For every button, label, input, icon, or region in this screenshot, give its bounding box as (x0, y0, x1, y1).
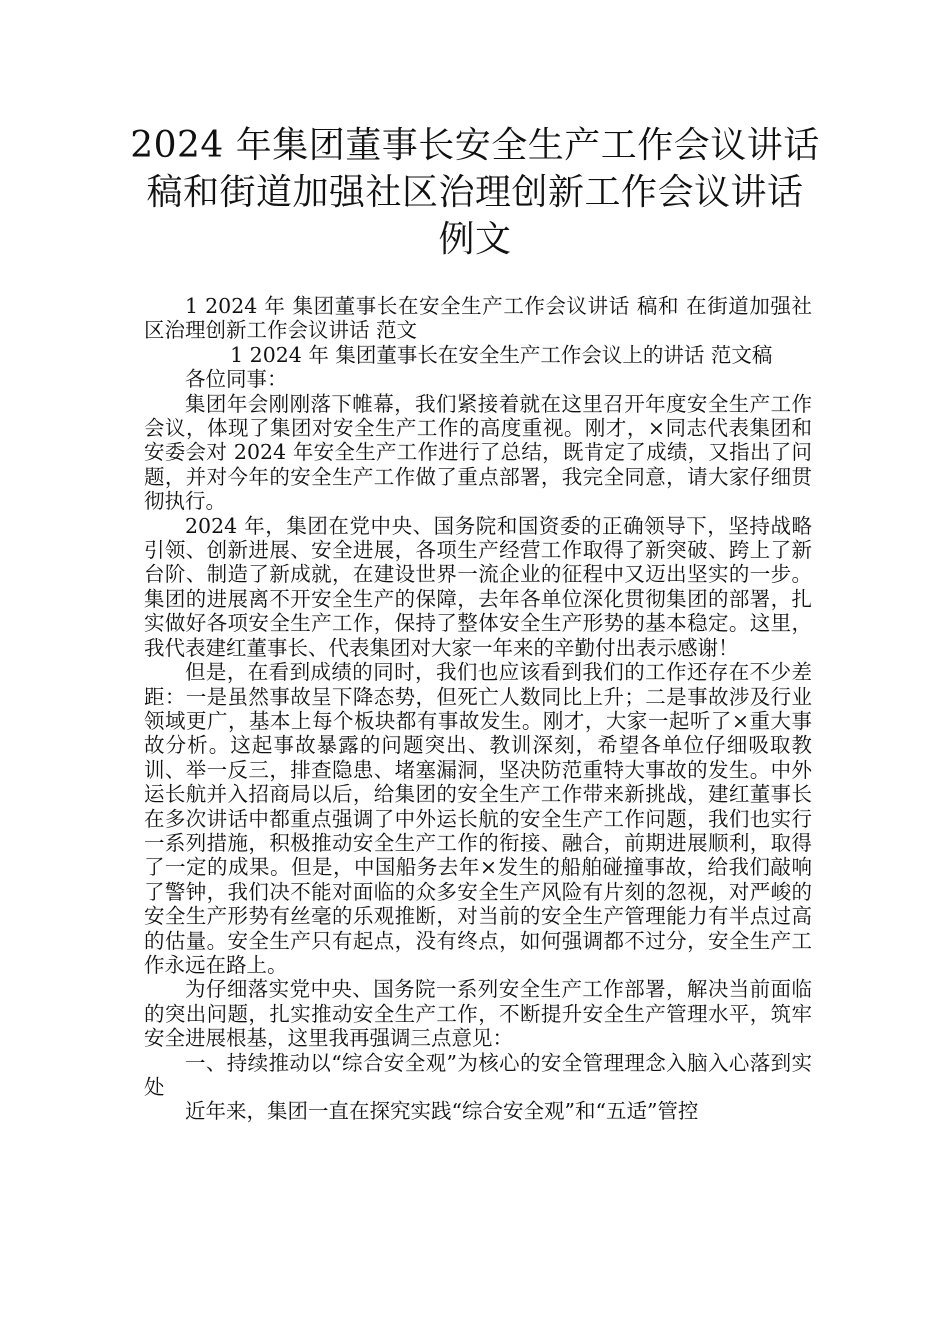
title-line-1: 2024 年集团董事长安全生产工作会议讲话 (130, 125, 820, 166)
paragraph: 近年来，集团一直在探究实践“综合安全观”和“五适”管控 (185, 1099, 699, 1124)
section-heading: 1 2024 年 集团董事长在安全生产工作会议上的讲话 范文稿 (230, 342, 773, 367)
toc-heading: 1 2024 年 集团董事长在安全生产工作会议讲话 稿和 在街道加强社区治理创新工作会议讲话 范文 (144, 294, 812, 343)
paragraph: 为仔细落实党中央、国务院一系列安全生产工作部署，解决当前面临的突出问题，扎实推动安全生产工作，不断提升安全生产管理水平，筑牢安全进展根基，这里我再强调三点意见： (144, 977, 812, 1051)
paragraph: 2024 年，集团在党中央、国务院和国资委的正确领导下，坚持战略引领、创新进展、安全进展，各项生产经营工作取得了新突破、跨上了新台阶、制造了新成就，在建设世界一流企业的征程中又迈出坚实的一步。集团的进展离不开安全生产的保障，去年各单位深化贯彻集团的部署，扎实做好各项安全生产工作，保持了整体安全生产形势的基本稳定。这里，我代表建红董事长、代表集团对大家一年来的辛勤付出表示感谢！ (144, 513, 812, 660)
title-line-2: 稿和街道加强社区治理创新工作会议讲话 (146, 172, 804, 213)
point-heading-1: 一、持续推动以“综合安全观”为核心的安全管理理念入脑入心落到实处 (144, 1050, 812, 1099)
paragraph: 但是，在看到成绩的同时，我们也应该看到我们的工作还存在不少差距：一是虽然事故呈下降态势，但死亡人数同比上升；二是事故涉及行业领域更广，基本上每个板块都有事故发生。刚才，大家一起听了×重大事故分析。这起事故暴露的问题突出、教训深刻，希望各单位仔细吸取教训、举一反三，排查隐患、堵塞漏洞，坚决防范重特大事故的发生。中外运长航并入招商局以后，给集团的安全生产工作带来新挑战，建红董事长在多次讲话中都重点强调了中外运长航的安全生产工作问题，我们也实行一系列措施，积极推动安全生产工作的衔接、融合，前期进展顺利，取得了一定的成果。但是，中国船务去年×发生的船舶碰撞事故，给我们敲响了警钟，我们决不能对面临的众多安全生产风险有片刻的忽视，对严峻的安全生产形势有丝毫的乐观推断，对当前的安全生产管理能力有半点过高的估量。安全生产只有起点，没有终点，如何强调都不过分，安全生产工作永远在路上。 (144, 660, 812, 977)
document-body (144, 294, 812, 1124)
title-line-3: 例文 (438, 219, 512, 260)
document-title (120, 122, 830, 263)
salutation: 各位同事： (185, 367, 288, 392)
paragraph: 集团年会刚刚落下帷幕，我们紧接着就在这里召开年度安全生产工作会议，体现了集团对安全生产工作的高度重视。刚才，×同志代表集团和安委会对 2024 年安全生产工作进行了总结，既肯定了成绩，又指出了问题，并对今年的安全生产工作做了重点部署，我完全同意，请大家仔细贯彻执行。 (144, 391, 812, 514)
